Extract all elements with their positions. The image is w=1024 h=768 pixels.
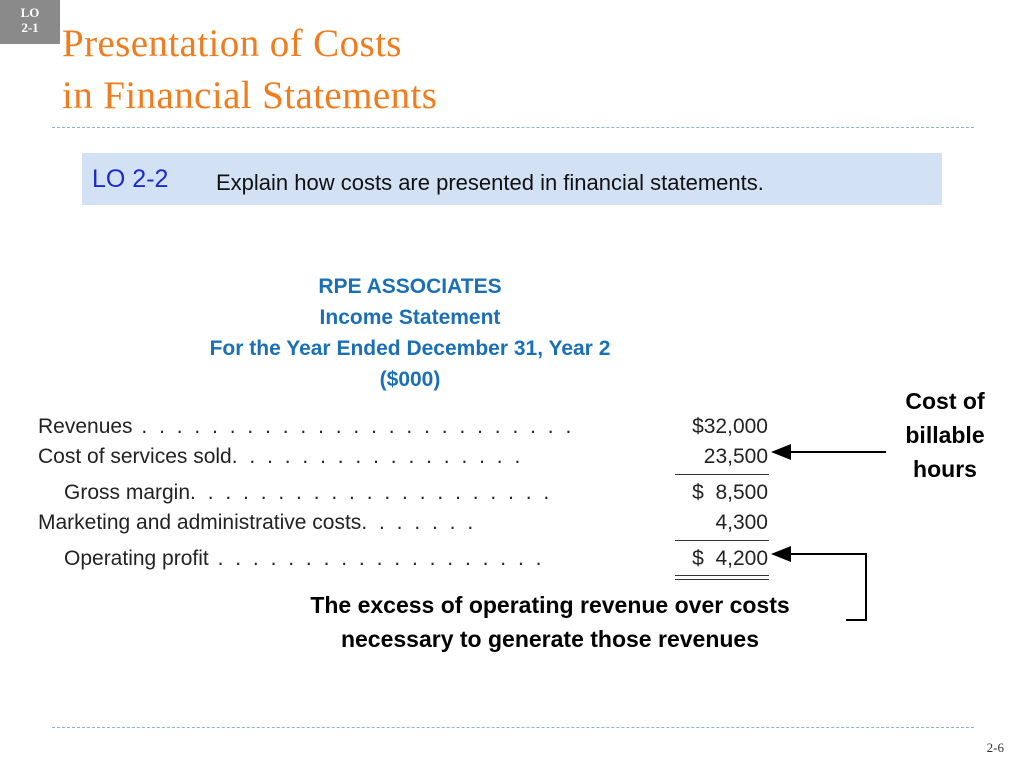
statement-period: For the Year Ended December 31, Year 2 [209,337,611,360]
subtotal-underline [675,474,769,475]
row-leader-dots: . . . . . . . . . . . . . . . . . . . . . [190,481,553,504]
lo-tag-line2: 2-1 [21,20,39,35]
page-number: 2-6 [986,740,1004,755]
statement-units: ($000) [379,368,441,391]
total-double-underline-2 [675,579,769,580]
lo-tag-line1: LO [20,5,40,20]
callout-cost-of-billable-hours [880,384,1010,486]
statement-row-cost-of-services [38,445,523,469]
row-label: Marketing and administrative costs [38,511,362,534]
statement-company: RPE ASSOCIATES [318,275,502,298]
lo-code: LO 2-2 [92,165,169,193]
statement-row-operating-profit [64,547,544,571]
callout-operating-profit [240,588,860,656]
row-leader-dots: . . . . . . . [361,511,477,534]
row-leader-dots: . . . . . . . . . . . . . . . . . [231,445,524,468]
slide-title [62,18,762,122]
statement-row-gross-margin [64,481,552,505]
subtotal-underline [675,540,769,541]
row-leader-dots: . . . . . . . . . . . . . . . . . . . . . . . . . [132,415,575,438]
row-label: Revenues [38,415,133,438]
callout-line: Cost of [905,388,985,414]
row-amount-revenues: $32,000 [692,415,768,438]
callout-line: billable [905,422,985,448]
row-label: Gross margin [64,481,191,504]
statement-name: Income Statement [319,306,501,329]
lo-tag-badge [0,0,60,44]
row-leader-dots: . . . . . . . . . . . . . . . . . . . [208,547,545,570]
row-amount-gross-margin: $ 8,500 [692,481,768,504]
row-amount-operating-profit: $ 4,200 [692,547,768,570]
statement-row-revenues [38,415,574,439]
row-label: Cost of services sold [38,445,232,468]
callout-line: necessary to generate those revenues [340,626,760,652]
callout-line: The excess of operating revenue over costs [310,592,790,618]
row-amount-marketing-admin: 4,300 [715,511,768,534]
total-double-underline-1 [675,575,769,576]
row-label: Operating profit [64,547,209,570]
callout-line: hours [913,456,977,482]
statement-row-marketing-admin [38,511,476,535]
lo-description: Explain how costs are presented in financial statements. [216,170,764,195]
slide-title-line2: in Financial Statements [62,74,438,117]
learning-objective-box [82,153,942,205]
top-divider [52,127,974,128]
row-amount-cost-of-services: 23,500 [703,445,768,468]
bottom-divider [52,727,974,728]
slide-title-line1: Presentation of Costs [62,22,402,65]
